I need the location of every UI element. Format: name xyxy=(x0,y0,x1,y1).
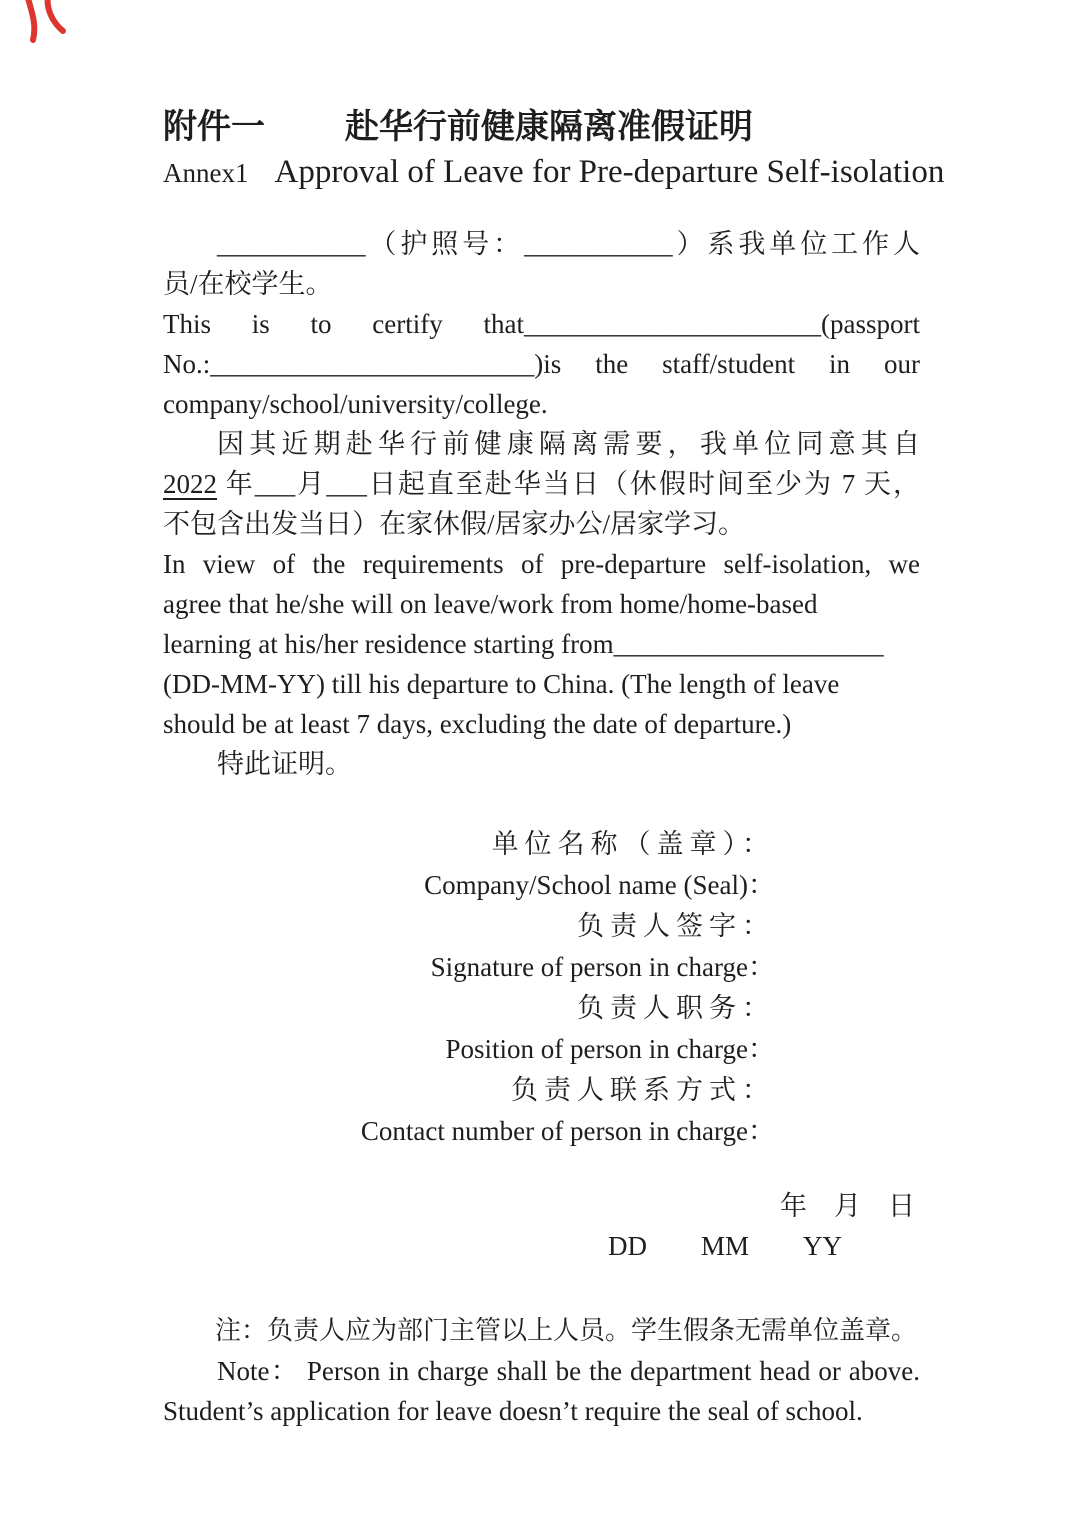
contact-label-en: Contact number of person in charge： xyxy=(360,1116,775,1146)
cn-intro-line-2: 员/在校学生。 xyxy=(163,269,333,299)
name-blank-en: ______________________ xyxy=(524,309,822,339)
year-label: 年 xyxy=(217,469,255,499)
day-blank: ___ xyxy=(326,469,367,499)
en-leave-line-5: should be at least 7 days, excluding the date of departure.) xyxy=(163,709,792,739)
passport-no-label: No.: xyxy=(163,349,211,379)
page-title-cn: 赴华行前健康隔离准假证明 xyxy=(345,108,753,146)
en-certify-line-2 xyxy=(163,344,920,384)
note-line-en-2: Student’s application for leave doesn’t require the seal of school. xyxy=(163,1396,863,1426)
signature-label-en: Signature of person in charge： xyxy=(430,952,775,982)
red-pen-mark xyxy=(16,0,72,48)
position-label-cn: 负责人职务： xyxy=(577,993,775,1023)
cn-leave-line-2 xyxy=(163,464,920,504)
certify-text: This is to certify that xyxy=(163,309,525,339)
annex-label-cn: 附件一 xyxy=(163,108,265,146)
date-block xyxy=(163,1186,920,1266)
start-date-blank: ____________________ xyxy=(613,629,884,659)
en-certify-line-1 xyxy=(163,304,920,344)
passport-label-cn: （护照号： xyxy=(365,229,525,259)
attest-line: 特此证明。 xyxy=(217,749,352,779)
en-leave-line-2: agree that he/she will on leave/work from home/home-based xyxy=(163,589,818,619)
title-chinese xyxy=(163,103,920,151)
cn-leave-line-1: 因其近期赴华行前健康隔离需要，我单位同意其自 xyxy=(217,429,920,459)
en-leave-line-1: In view of the requirements of pre-departure self-isolation, we xyxy=(163,549,920,579)
en-certify-line-3: company/school/university/college. xyxy=(163,389,548,419)
en-leave-line-3 xyxy=(163,624,920,664)
starting-from-text: learning at his/her residence starting from xyxy=(163,629,614,659)
document-page xyxy=(163,0,945,1431)
name-blank-cn: ___________ xyxy=(217,229,366,259)
staff-student-text: )is the staff/student in our xyxy=(534,349,920,379)
month-blank: ___ xyxy=(254,469,296,499)
en-leave-line-4: (DD-MM-YY) till his departure to China. (The length of leave xyxy=(163,669,840,699)
note-line-cn: 注：负责人应为部门主管以上人员。学生假条无需单位盖章。 xyxy=(215,1316,918,1345)
cn-intro-text: ）系我单位工作人 xyxy=(672,229,921,259)
company-seal-label-cn: 单位名称（盖章）： xyxy=(491,829,775,859)
note-line-en-1: Note： Person in charge shall be the department head or above. xyxy=(217,1356,920,1386)
annex-label-en: Annex1 xyxy=(163,158,249,188)
signature-block xyxy=(163,824,775,1152)
signature-label-cn: 负责人签字： xyxy=(577,911,775,941)
passport-blank-cn: ___________ xyxy=(524,229,673,259)
position-label-en: Position of person in charge： xyxy=(445,1034,775,1064)
note-block xyxy=(163,1311,920,1431)
passport-open: (passport xyxy=(821,309,920,339)
cn-intro-line-1 xyxy=(163,224,920,264)
cn-leave-text: 日起直至赴华当日（休假时间至少为 7 天， xyxy=(366,469,921,499)
company-seal-label-en: Company/School name (Seal)： xyxy=(424,870,775,900)
title-english xyxy=(163,151,945,194)
document-body xyxy=(163,224,920,784)
month-label: 月 xyxy=(295,469,327,499)
year-value: 2022 xyxy=(163,469,217,499)
date-placeholder-cn: 年 月 日 xyxy=(780,1191,915,1221)
contact-label-cn: 负责人联系方式： xyxy=(511,1075,775,1105)
passport-blank-en: ________________________ xyxy=(210,349,535,379)
cn-leave-line-3: 不包含出发当日）在家休假/居家办公/居家学习。 xyxy=(163,509,746,539)
page-title-en: Approval of Leave for Pre-departure Self-isolation xyxy=(274,154,945,190)
date-placeholder-en: DD MM YY xyxy=(607,1231,842,1261)
